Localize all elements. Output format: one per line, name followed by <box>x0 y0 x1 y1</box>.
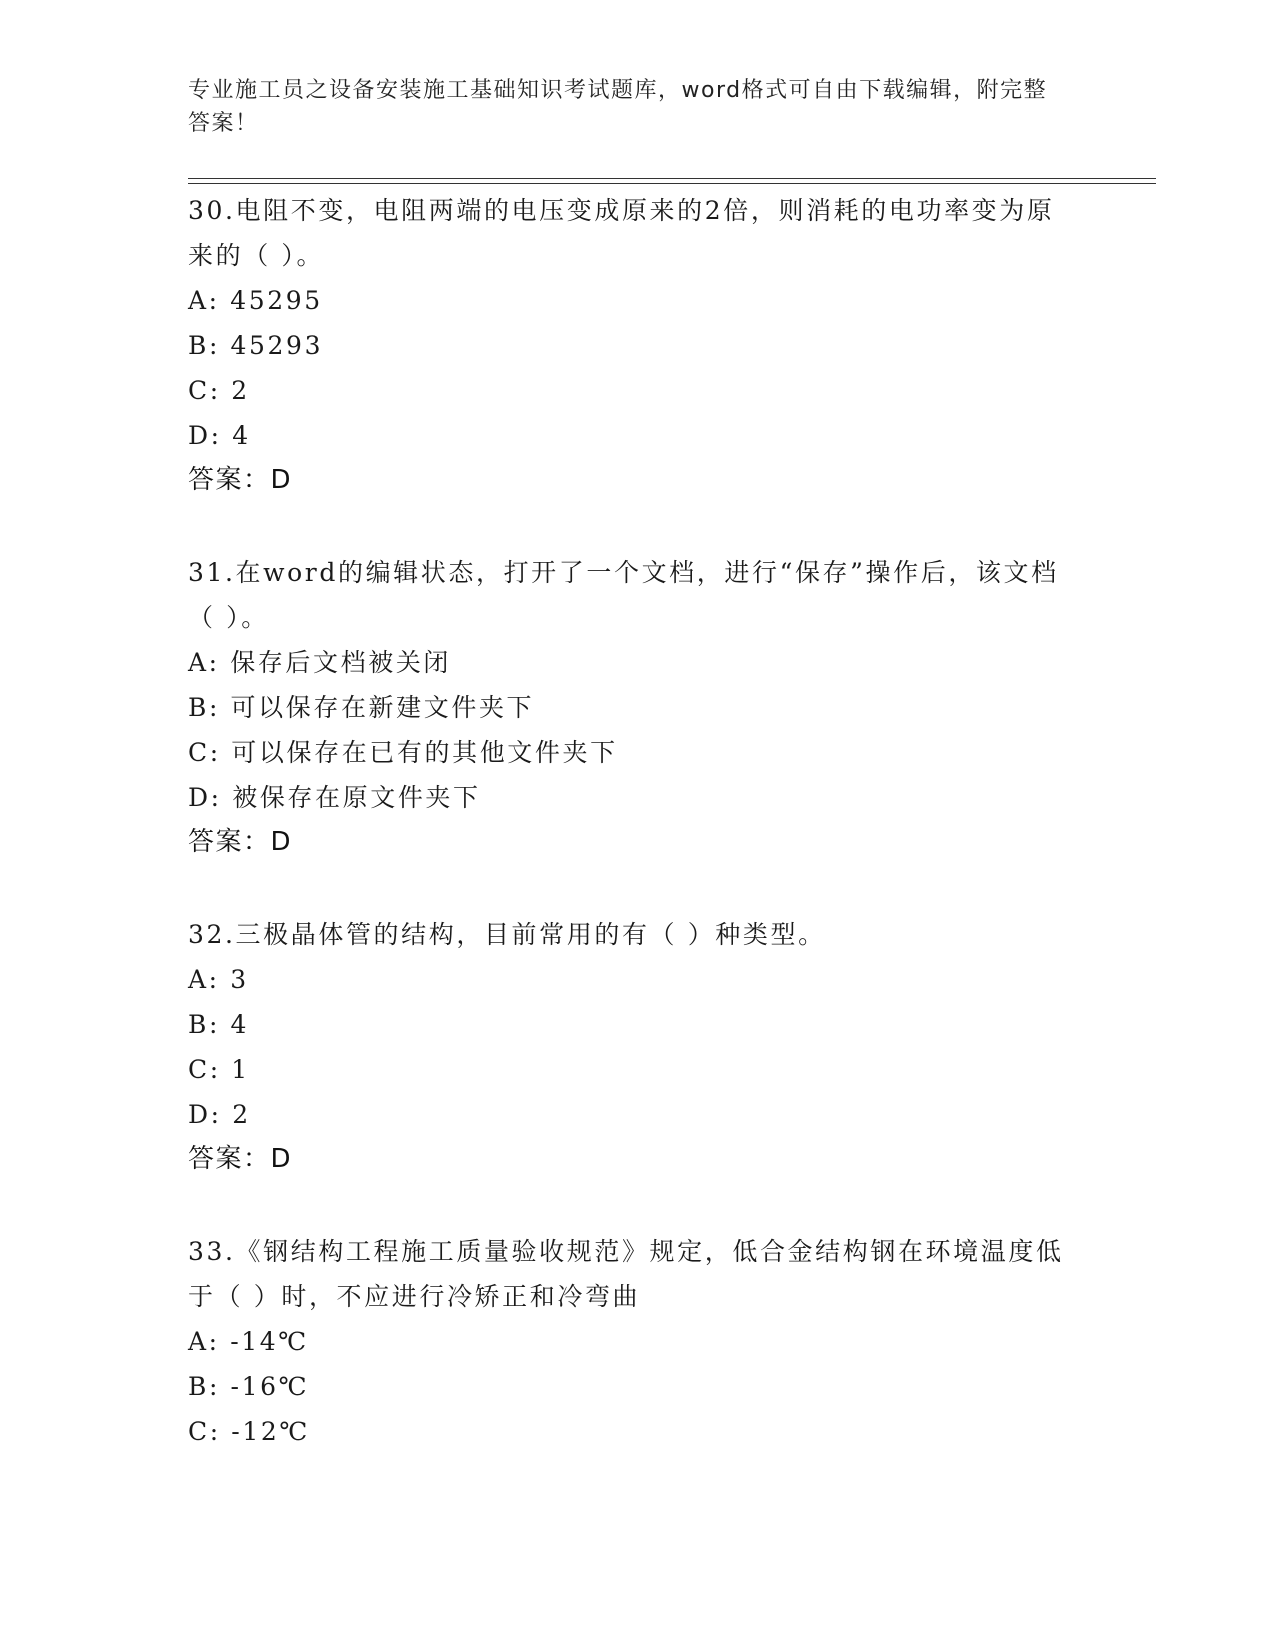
question-stem: 32.三极晶体管的结构，目前常用的有（ ）种类型。 <box>188 920 826 949</box>
option-c: C: 可以保存在已有的其他文件夹下 <box>188 738 618 767</box>
option-b: B: -16℃ <box>188 1372 310 1401</box>
question-32 <box>188 912 1088 1182</box>
option-b: B: 4 <box>188 1010 250 1039</box>
question-stem: 30.电阻不变，电阻两端的电压变成原来的2倍，则消耗的电功率变为原来的（ ）。 <box>188 196 1055 270</box>
header-divider-top <box>188 178 1156 179</box>
question-stem: 31.在word的编辑状态，打开了一个文档，进行“保存”操作后，该文档（ ）。 <box>188 558 1059 632</box>
option-a: A: -14℃ <box>188 1327 309 1356</box>
document-header-title: 专业施工员之设备安装施工基础知识考试题库，word格式可自由下载编辑，附完整答案！ <box>188 78 1048 136</box>
question-33 <box>188 1229 1088 1454</box>
option-b: B: 可以保存在新建文件夹下 <box>188 693 535 722</box>
option-a: A: 45295 <box>188 286 323 315</box>
question-30 <box>188 188 1088 503</box>
header-divider-bottom <box>188 183 1156 184</box>
option-d: D: 2 <box>188 1100 251 1129</box>
option-a: A: 保存后文档被关闭 <box>188 648 452 677</box>
option-a: A: 3 <box>188 965 249 994</box>
option-c: C: 1 <box>188 1055 250 1084</box>
answer-line: 答案：D <box>188 1144 293 1174</box>
question-31 <box>188 550 1088 865</box>
option-d: D: 被保存在原文件夹下 <box>188 783 481 812</box>
answer-line: 答案：D <box>188 465 293 495</box>
question-list <box>188 188 1088 1454</box>
question-stem: 33.《钢结构工程施工质量验收规范》规定，低合金结构钢在环境温度低于（ ）时，不应进行冷矫正和冷弯曲 <box>188 1237 1064 1311</box>
answer-line: 答案：D <box>188 827 293 857</box>
option-d: D: 4 <box>188 421 251 450</box>
option-b: B: 45293 <box>188 331 324 360</box>
option-c: C: 2 <box>188 376 250 405</box>
option-c: C: -12℃ <box>188 1417 310 1446</box>
